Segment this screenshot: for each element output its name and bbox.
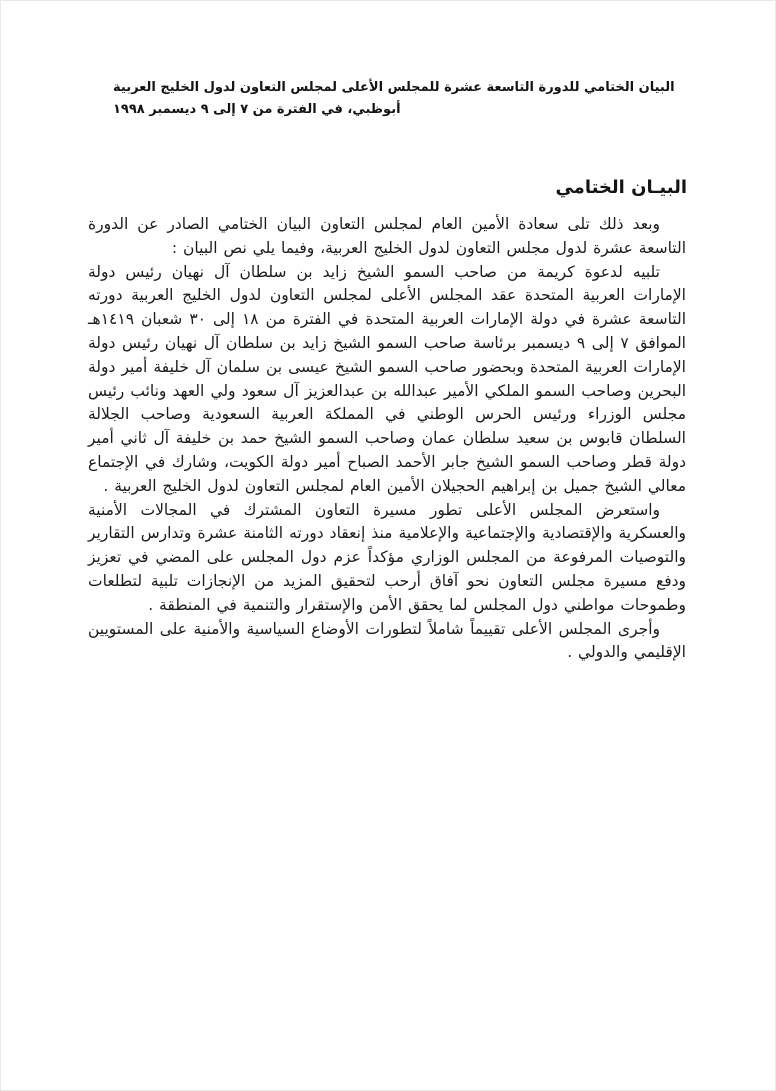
document-title-line: البيان الختامي للدورة التاسعة عشرة للمجلس الأعلى لمجلس التعاون لدول الخليج العربية xyxy=(113,80,675,95)
document-body xyxy=(88,213,686,665)
paragraph-preamble: وبعد ذلك تلى سعادة الأمين العام لمجلس التعاون البيان الختامي الصادر عن الدورة التاسعة عشرة لدول مجلس التعاون لدول الخليج العربية، وفيما يلي نص البيان : xyxy=(88,215,686,257)
paragraph-cooperation-review: واستعرض المجلس الأعلى تطور مسيرة التعاون المشترك في المجالات الأمنية والعسكرية والإقتصادية والإجتماعية والإعلامية منذ إنعقاد دورته الثامنة عشرة وتدارس التقارير والتوصيات المرفوعة من المجلس الوزاري مؤكداً عزم دول المجلس على المضي في تعزيز ودفع مسيرة مجلس التعاون نحو آفاق أرحب لتحقيق المزيد من الإنجازات تلبية لتطلعات وطموحات مواطني دول المجلس لما يحقق الأمن والإستقرار والتنمية في المنطقة . xyxy=(88,500,686,614)
document-title-block xyxy=(113,77,675,121)
paragraph-political-assessment: وأجرى المجلس الأعلى تقييماً شاملاً لتطورات الأوضاع السياسية والأمنية على المستويين الإقليمي والدولي . xyxy=(88,619,686,662)
document-title-date-line: أبوظبي، في الفترة من ٧ إلى ٩ ديسمبر ١٩٩٨ xyxy=(113,102,401,117)
section-heading-final-statement: البيـان الختامي xyxy=(555,177,687,198)
paragraph-session-details: تلبيه لدعوة كريمة من صاحب السمو الشيخ زايد بن سلطان آل نهيان رئيس دولة الإمارات العربية المتحدة عقد المجلس الأعلى لمجلس التعاون لدول الخليج العربية دورته التاسعة عشرة في دولة الإمارات العربية المتحدة في الفترة من ١٨ إلى ٣٠ شعبان ١٤١٩هـ الموافق ٧ إلى ٩ ديسمبر برئاسة صاحب السمو الشيخ زايد بن سلطان آل نهيان رئيس دولة الإمارات العربية المتحدة وبحضور صاحب السمو الشيخ عيسى بن سلمان آل خليفة أمير دولة البحرين وصاحب السمو الملكي الأمير عبدالله بن عبدالعزيز آل سعود ولي العهد ونائب رئيس مجلس الوزراء ورئيس الحرس الوطني في المملكة العربية السعودية وصاحب الجلالة السلطان قابوس بن سعيد سلطان عمان وصاحب السمو الشيخ حمد بن خليفة آل ثاني أمير دولة قطر وصاحب السمو الشيخ جابر الأحمد الصباح أمير دولة الكويت، وشارك في الإجتماع معالي الشيخ جميل بن إبراهيم الحجيلان الأمين العام لمجلس التعاون لدول الخليج العربية . xyxy=(88,262,686,495)
